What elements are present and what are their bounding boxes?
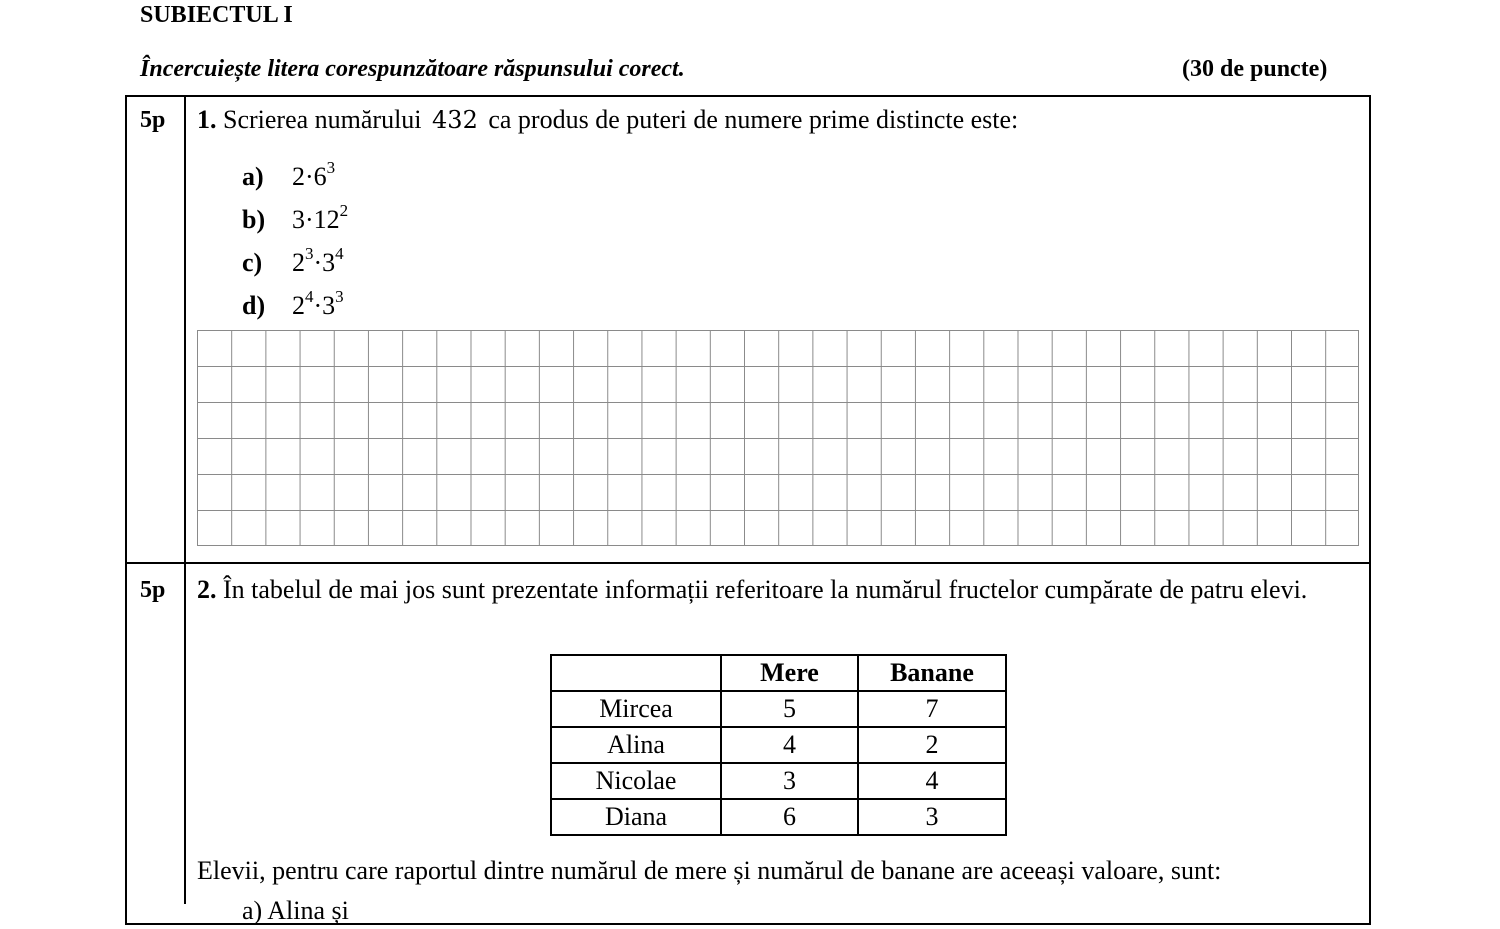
instruction-text: Încercuiește litera corespunzătoare răspunsului corect. [140, 56, 685, 82]
table-cell: 5 [721, 691, 858, 727]
table-cell: Nicolae [551, 763, 721, 799]
table-cell: 7 [858, 691, 1006, 727]
table-cell: Diana [551, 799, 721, 835]
option-exponent: 3 [326, 158, 336, 177]
table-row [551, 691, 1006, 727]
option-dot: · [313, 248, 323, 277]
q1-option-a[interactable] [242, 160, 335, 194]
table-cell: Mircea [551, 691, 721, 727]
option-label: a) [242, 162, 264, 191]
q1-text-after: ca produs de puteri de numere prime distincte este: [488, 105, 1019, 134]
table-row [551, 799, 1006, 835]
option-dot: · [305, 205, 314, 234]
table-cell: Alina [551, 727, 721, 763]
q1-option-d[interactable] [242, 289, 344, 323]
table-header-cell [551, 655, 721, 691]
table-cell: 3 [858, 799, 1006, 835]
q2-question: Elevii, pentru care raportul dintre numărul de mere și numărul de banane are aceeași valoare, sunt: [197, 856, 1222, 885]
table-cell: 6 [721, 799, 858, 835]
fruit-table [550, 654, 1007, 836]
q2-number: 2. [197, 575, 217, 604]
q1-value: 432 [432, 106, 478, 134]
option-exponent: 4 [335, 244, 344, 263]
q2-statement [197, 572, 1359, 608]
table-row [551, 727, 1006, 763]
option-term: 12 [313, 205, 340, 234]
q1-points: 5p [140, 107, 166, 133]
option-exponent: 2 [339, 201, 349, 220]
option-label: c) [242, 248, 263, 277]
table-header-cell: Mere [721, 655, 858, 691]
answer-grid[interactable] [197, 330, 1359, 546]
question-divider [125, 562, 1371, 564]
option-term: 3 [292, 205, 305, 234]
q2-points: 5p [140, 577, 166, 603]
option-label: b) [242, 205, 266, 234]
option-exponent: 4 [305, 287, 314, 306]
table-cell: 2 [858, 727, 1006, 763]
table-cell: 3 [721, 763, 858, 799]
q1-option-c[interactable] [242, 246, 344, 280]
option-term: 3 [322, 248, 336, 277]
q1-statement [197, 102, 1018, 138]
option-term: 6 [313, 162, 327, 191]
option-dot: · [313, 291, 323, 320]
table-cell: 4 [858, 763, 1006, 799]
table-row [551, 763, 1006, 799]
q1-number: 1. [197, 105, 217, 134]
table-cell: 4 [721, 727, 858, 763]
option-dot: · [305, 162, 314, 191]
q2-option-a-partial[interactable]: a) Alina și [242, 896, 349, 925]
q1-option-b[interactable] [242, 203, 348, 237]
q2-text: În tabelul de mai jos sunt prezentate informații referitoare la numărul fructelor cumpărate de patru elevi. [223, 575, 1308, 604]
option-label: d) [242, 291, 266, 320]
option-term: 2 [292, 248, 305, 277]
q1-text-before: Scrierea numărului [223, 105, 422, 134]
option-exponent: 3 [335, 287, 344, 306]
table-header-cell: Banane [858, 655, 1006, 691]
option-term: 2 [292, 291, 305, 320]
points-column-divider [184, 95, 186, 904]
option-exponent: 3 [305, 244, 314, 263]
total-points: (30 de puncte) [1182, 56, 1328, 82]
table-header-row [551, 655, 1006, 691]
option-term: 3 [322, 291, 336, 320]
option-term: 2 [292, 162, 305, 191]
section-title: SUBIECTUL I [140, 2, 293, 28]
